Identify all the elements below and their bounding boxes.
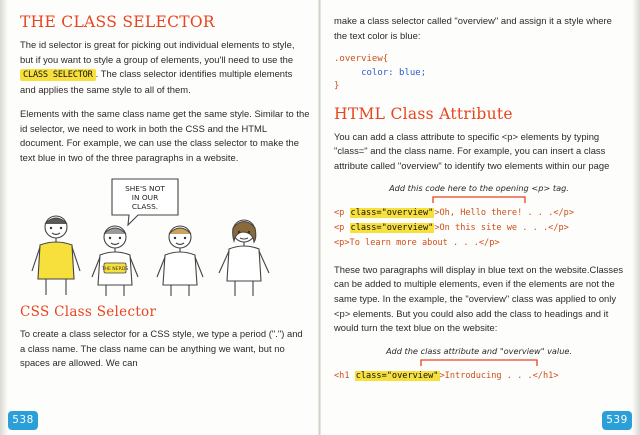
- code-line-2-highlight: class="overview": [350, 223, 434, 234]
- right-page-content: [334, 14, 624, 414]
- svg-text:IN OUR: IN OUR: [131, 193, 159, 203]
- code-line-4-pre: <h1: [334, 370, 355, 381]
- right-paragraph-3: These two paragraphs will display in blue text on the website.Classes can be added to multiple elements, even if the elements are not the same type. In the example, the "overview" class was applied to only <p> elements. But you could also add the class to headings and it would turn the text blue on the website:: [334, 263, 624, 334]
- code-line-2-pre: <p: [334, 223, 350, 234]
- css-class-selector-subheading: CSS Class Selector: [20, 304, 157, 321]
- html-code-line-1: [334, 206, 624, 221]
- code-line-3-post: To learn more about . . .</p>: [349, 238, 500, 248]
- code-line-4-highlight: class="overview": [355, 370, 439, 381]
- code-line-1-highlight: class="overview": [350, 208, 434, 219]
- html-class-attribute-heading: HTML Class Attribute: [334, 104, 513, 123]
- html-code-line-2: [334, 221, 624, 236]
- page-number-right: 539: [602, 411, 632, 430]
- page-number-left: 538: [8, 411, 38, 430]
- svg-text:CLASS.: CLASS.: [131, 202, 159, 212]
- left-paragraph-1-part-a: The id selector is great for picking out individual elements to style, but if you want to style a group of elements, you'll need to use the: [20, 39, 295, 65]
- css-code-line-1: .overview{: [334, 54, 389, 65]
- code-line-3-pre: <p>: [334, 238, 350, 248]
- shirt-label: THE NERDS: [101, 267, 129, 273]
- code-line-1-pre: <p: [334, 208, 350, 219]
- class-selector-highlight: CLASS SELECTOR: [20, 69, 96, 81]
- annotation-note-1: Add this code here to the opening <p> tag.: [389, 183, 569, 194]
- html-code-line-4: [334, 369, 624, 384]
- right-paragraph-1: make a class selector called "overview" and assign it a style where the text color is blue:: [334, 15, 612, 41]
- annotation-bracket-2: [419, 358, 539, 367]
- left-page-heading: THE CLASS SELECTOR: [20, 13, 215, 31]
- html-code-line-3: [334, 236, 624, 251]
- code-line-4-post: >Introducing . . .</h1>: [439, 370, 559, 381]
- left-paragraph-3: To create a class selector for a CSS style, we type a period (".") and a class name. The class name can be anything we want, but no spaces are allowed. We can: [20, 328, 303, 369]
- css-code-line-2: color: blue;: [334, 67, 427, 78]
- code-line-1-post: >Oh, Hello there! . . .</p>: [434, 208, 575, 219]
- class-illustration: [20, 175, 310, 297]
- annotation-note-2: Add the class attribute and "overview" value.: [385, 345, 573, 356]
- page-gutter: [318, 0, 321, 435]
- left-paragraph-1-part-b: . The class selector identifies multiple elements and applies the same style to all of them.: [20, 68, 293, 95]
- left-paragraph-2: Elements with the same class name get the same style. Similar to the id selector, we need to work in both the CSS and the HTML document. For example, we can use the class selector to make the text blue in two of the three paragraphs in a website.: [20, 108, 310, 163]
- left-paragraph-1: [20, 38, 310, 97]
- css-code-block: [334, 53, 624, 94]
- code-line-2-post: >On this site we . . .</p>: [434, 223, 569, 234]
- svg-text:SHE'S NOT: SHE'S NOT: [125, 184, 165, 194]
- html-code-block-1: [334, 206, 624, 250]
- left-page-content: [20, 14, 310, 414]
- annotation-bracket-1: [431, 195, 527, 204]
- right-paragraph-2: You can add a class attribute to specific <p> elements by typing "class=" and the class name. For example, you can insert a class attribute called "overview" to identify two elements within our page: [334, 130, 610, 171]
- css-code-line-3: }: [334, 81, 340, 92]
- speech-bubble-shape: [112, 179, 178, 225]
